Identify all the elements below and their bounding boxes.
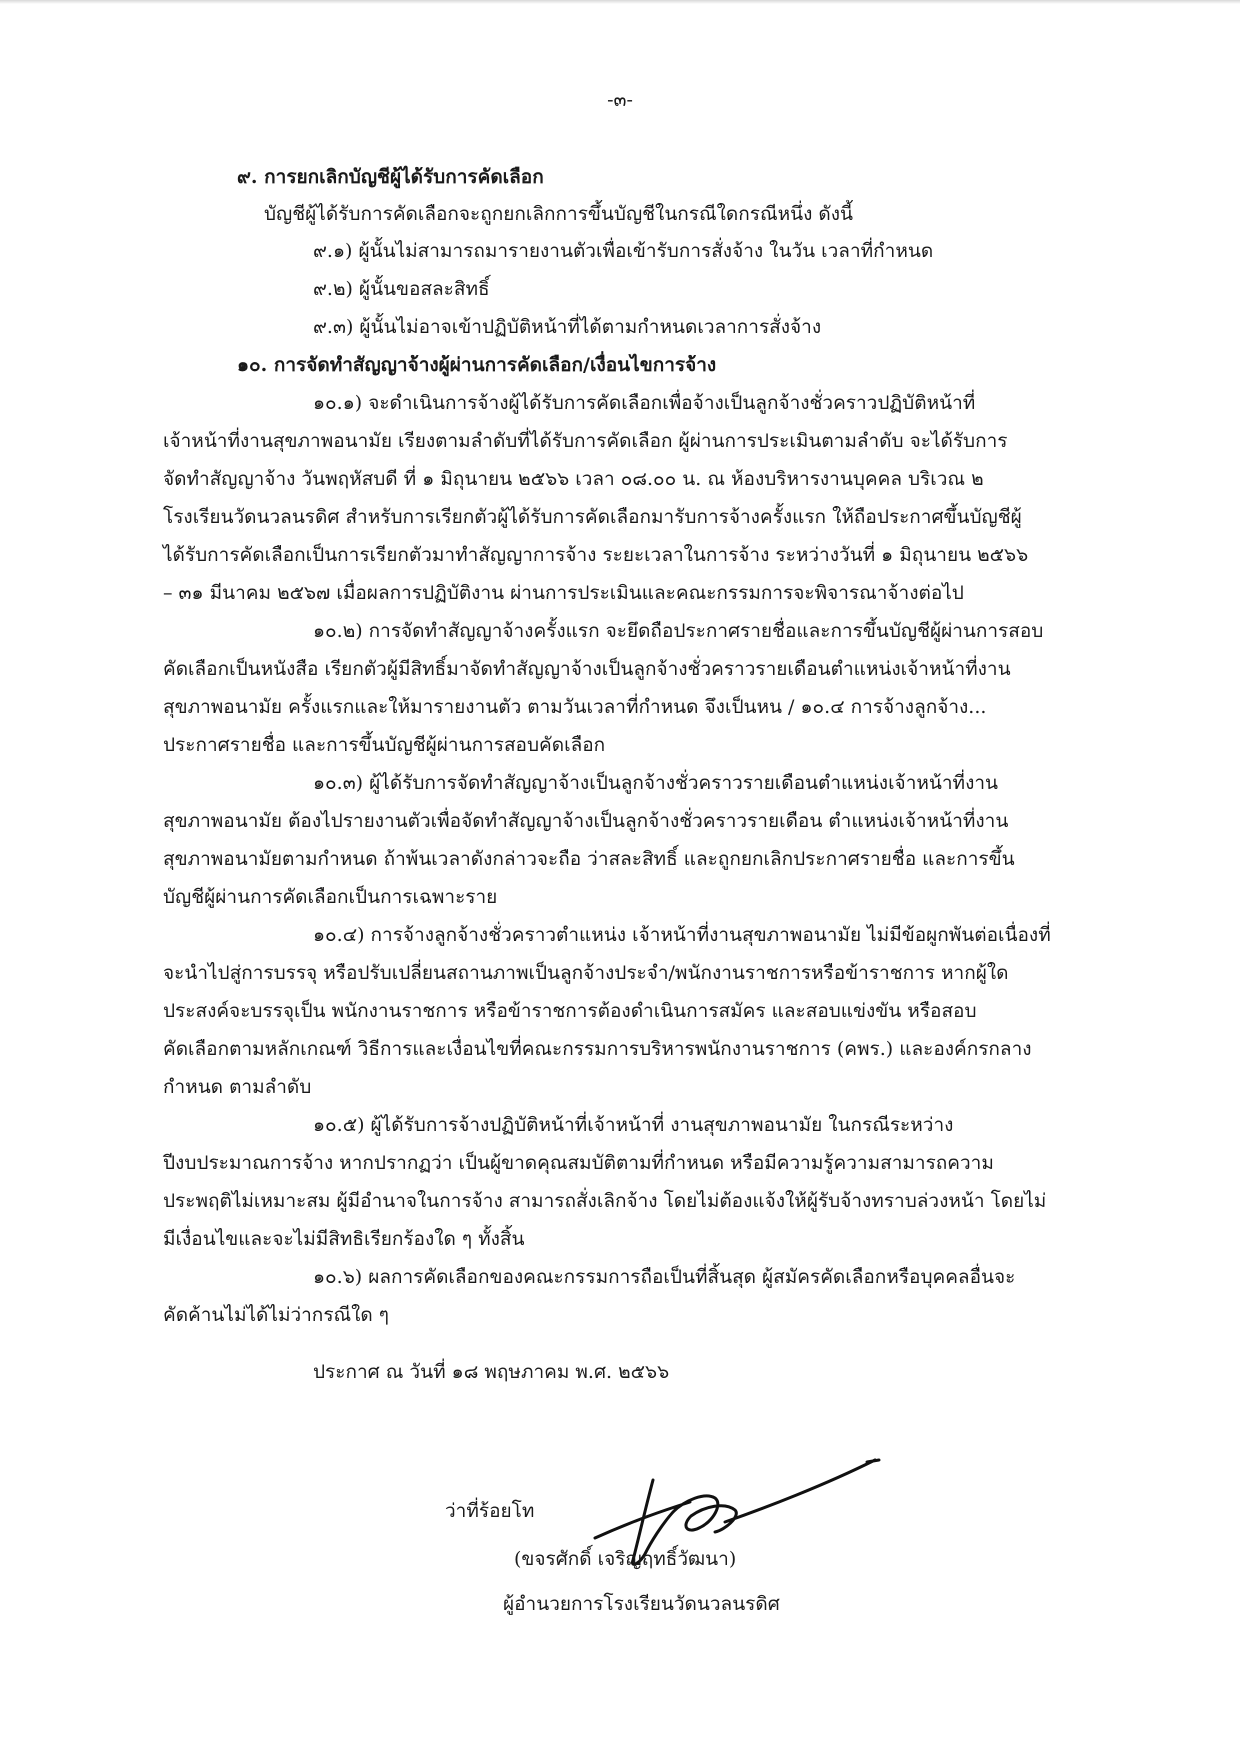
section-9-heading: ๙. การยกเลิกบัญชีผู้ได้รับการคัดเลือก bbox=[237, 166, 544, 188]
paragraph-10-5-line: ประพฤติไม่เหมาะสม ผู้มีอำนาจในการจ้าง สามารถสั่งเลิกจ้าง โดยไม่ต้องแจ้งให้ผู้รับจ้างทราบล่วงหน้า โดยไม่ bbox=[163, 1190, 1047, 1212]
section-10-heading: ๑๐. การจัดทำสัญญาจ้างผู้ผ่านการคัดเลือก/เงื่อนไขการจ้าง bbox=[237, 354, 717, 376]
paragraph-10-1-line: – ๓๑ มีนาคม ๒๕๖๗ เมื่อผลการปฏิบัติงาน ผ่านการประเมินและคณะกรรมการจะพิจารณาจ้างต่อไป bbox=[163, 582, 964, 604]
announcement-date: ประกาศ ณ วันที่ ๑๘ พฤษภาคม พ.ศ. ๒๕๖๖ bbox=[313, 1361, 670, 1383]
paragraph-10-5-line: มีเงื่อนไขและจะไม่มีสิทธิเรียกร้องใด ๆ ทั้งสิ้น bbox=[163, 1228, 525, 1250]
paragraph-10-6-line: ๑๐.๖) ผลการคัดเลือกของคณะกรรมการถือเป็นที่สิ้นสุด ผู้สมัครคัดเลือกหรือบุคคลอื่นจะ bbox=[313, 1266, 1016, 1288]
paragraph-10-3-line: บัญชีผู้ผ่านการคัดเลือกเป็นการเฉพาะราย bbox=[163, 886, 498, 908]
page-top-edge bbox=[0, 0, 1240, 4]
paragraph-10-2-line: คัดเลือกเป็นหนังสือ เรียกตัวผู้มีสิทธิ์มาจัดทำสัญญาจ้างเป็นลูกจ้างชั่วคราวรายเดือนตำแหน่งเจ้าหน้าที่งาน bbox=[163, 658, 1011, 680]
signatory-name: (ขจรศักดิ์ เจริญฤทธิ์วัฒนา) bbox=[514, 1548, 737, 1570]
section-9-item-1: ๙.๑) ผู้นั้นไม่สามารถมารายงานตัวเพื่อเข้ารับการสั่งจ้าง ในวัน เวลาที่กำหนด bbox=[313, 240, 934, 262]
paragraph-10-4-line: ๑๐.๔) การจ้างลูกจ้างชั่วคราวตำแหน่ง เจ้าหน้าที่งานสุขภาพอนามัย ไม่มีข้อผูกพันต่อเนื่องที่ bbox=[313, 924, 1051, 946]
section-9-item-3: ๙.๓) ผู้นั้นไม่อาจเข้าปฏิบัติหน้าที่ได้ตามกำหนดเวลาการสั่งจ้าง bbox=[313, 316, 822, 338]
signatory-position: ผู้อำนวยการโรงเรียนวัดนวลนรดิศ bbox=[503, 1593, 780, 1615]
paragraph-10-4-line: กำหนด ตามลำดับ bbox=[163, 1076, 312, 1098]
paragraph-10-5-line: ๑๐.๕) ผู้ได้รับการจ้างปฏิบัติหน้าที่เจ้าหน้าที่ งานสุขภาพอนามัย ในกรณีระหว่าง bbox=[313, 1114, 954, 1136]
signatory-rank: ว่าที่ร้อยโท bbox=[445, 1500, 535, 1522]
paragraph-10-4-line: คัดเลือกตามหลักเกณฑ์ วิธีการและเงื่อนไขที่คณะกรรมการบริหารพนักงานราชการ (คพร.) และองค์กรกลาง bbox=[163, 1038, 1032, 1060]
paragraph-10-1-line: เจ้าหน้าที่งานสุขภาพอนามัย เรียงตามลำดับที่ได้รับการคัดเลือก ผู้ผ่านการประเมินตามลำดับ จะได้รับการ bbox=[163, 430, 1008, 452]
paragraph-10-3-line: สุขภาพอนามัยตามกำหนด ถ้าพ้นเวลาดังกล่าวจะถือ ว่าสละสิทธิ์ และถูกยกเลิกประกาศรายชื่อ และการขึ้น bbox=[163, 848, 1015, 870]
section-9-intro: บัญชีผู้ได้รับการคัดเลือกจะถูกยกเลิกการขึ้นบัญชีในกรณีใดกรณีหนึ่ง ดังนี้ bbox=[264, 203, 854, 225]
paragraph-10-1-line: ๑๐.๑) จะดำเนินการจ้างผู้ได้รับการคัดเลือกเพื่อจ้างเป็นลูกจ้างชั่วคราวปฏิบัติหน้าที่ bbox=[313, 392, 976, 414]
paragraph-10-4-line: จะนำไปสู่การบรรจุ หรือปรับเปลี่ยนสถานภาพเป็นลูกจ้างประจำ/พนักงานราชการหรือข้าราชการ หากผู้ใด bbox=[163, 962, 1009, 984]
paragraph-10-2-line: สุขภาพอนามัย ครั้งแรกและให้มารายงานตัว ตามวันเวลาที่กำหนด จึงเป็นหน / ๑๐.๔ การจ้างลูกจ้าง... bbox=[163, 696, 987, 718]
page-number: -๓- bbox=[607, 89, 633, 111]
paragraph-10-3-line: ๑๐.๓) ผู้ได้รับการจัดทำสัญญาจ้างเป็นลูกจ้างชั่วคราวรายเดือนตำแหน่งเจ้าหน้าที่งาน bbox=[313, 772, 999, 794]
paragraph-10-6-line: คัดค้านไม่ได้ไม่ว่ากรณีใด ๆ bbox=[163, 1304, 390, 1326]
paragraph-10-1-line: จัดทำสัญญาจ้าง วันพฤหัสบดี ที่ ๑ มิถุนายน ๒๕๖๖ เวลา ๐๘.๐๐ น. ณ ห้องบริหารงานบุคคล บริเวณ ๒ bbox=[163, 468, 984, 490]
paragraph-10-5-line: ปีงบประมาณการจ้าง หากปรากฏว่า เป็นผู้ขาดคุณสมบัติตามที่กำหนด หรือมีความรู้ความสามารถความ bbox=[163, 1152, 994, 1174]
paragraph-10-3-line: สุขภาพอนามัย ต้องไปรายงานตัวเพื่อจัดทำสัญญาจ้างเป็นลูกจ้างชั่วคราวรายเดือน ตำแหน่งเจ้าหน้าที่งาน bbox=[163, 810, 1009, 832]
paragraph-10-2-line: ๑๐.๒) การจัดทำสัญญาจ้างครั้งแรก จะยึดถือประกาศรายชื่อและการขึ้นบัญชีผู้ผ่านการสอบ bbox=[313, 620, 1044, 642]
paragraph-10-2-line: ประกาศรายชื่อ และการขึ้นบัญชีผู้ผ่านการสอบคัดเลือก bbox=[163, 734, 606, 756]
paragraph-10-1-line: ได้รับการคัดเลือกเป็นการเรียกตัวมาทำสัญญาการจ้าง ระยะเวลาในการจ้าง ระหว่างวันที่ ๑ มิถุนายน ๒๕๖๖ bbox=[163, 544, 1029, 566]
paragraph-10-4-line: ประสงค์จะบรรจุเป็น พนักงานราชการ หรือข้าราชการต้องดำเนินการสมัคร และสอบแข่งขัน หรือสอบ bbox=[163, 1000, 977, 1022]
paragraph-10-1-line: โรงเรียนวัดนวลนรดิศ สำหรับการเรียกตัวผู้ได้รับการคัดเลือกมารับการจ้างครั้งแรก ให้ถือประกาศขึ้นบัญชีผู้ bbox=[163, 506, 1022, 528]
section-9-item-2: ๙.๒) ผู้นั้นขอสละสิทธิ์ bbox=[313, 278, 490, 300]
